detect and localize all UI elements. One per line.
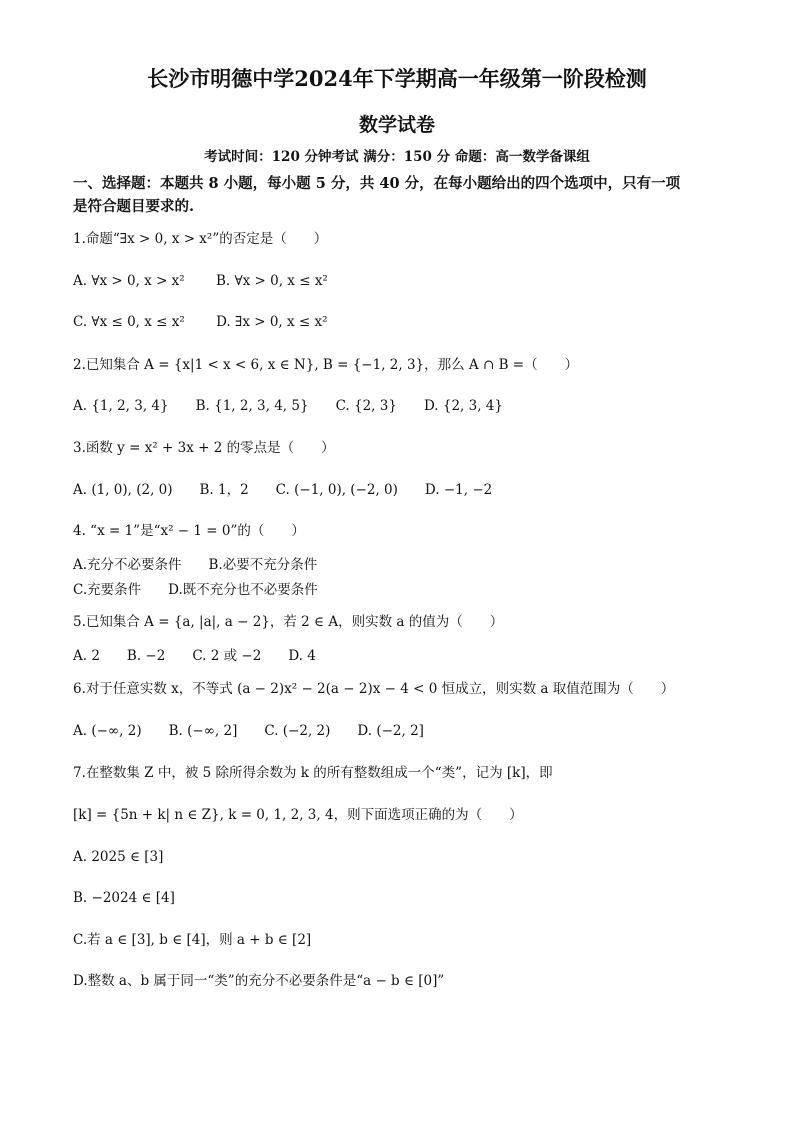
q3-stem: 3.函数 y = x² + 3x + 2 的零点是（ ） <box>73 440 335 456</box>
q2-options: A. {1, 2, 3, 4} B. {1, 2, 3, 4, 5} C. {2, 3} D. {2, 3, 4} <box>73 398 503 414</box>
q1-stem: 1.命题“∃x > 0, x > x²”的否定是（ ） <box>73 231 328 247</box>
q7-stem-definition: [k] = {5n + k| n ∈ Z}, k = 0, 1, 2, 3, 4，则下面选项正确的为（ ） <box>73 807 523 823</box>
q4-options-row2: C.充要条件 D.既不充分也不必要条件 <box>73 582 318 598</box>
section-instruction-line2: 是符合题目要求的. <box>73 198 195 215</box>
q4-stem: 4. “x = 1”是“x² − 1 = 0”的（ ） <box>73 523 305 539</box>
q5-options: A. 2 B. −2 C. 2 或 −2 D. 4 <box>73 648 316 664</box>
q7-option-a: A. 2025 ∈ [3] <box>73 849 164 865</box>
q6-stem: 6.对于任意实数 x，不等式 (a − 2)x² − 2(a − 2)x − 4 < 0 恒成立，则实数 a 取值范围为（ ） <box>73 681 675 697</box>
q1-options-row1: A. ∀x > 0, x > x² B. ∀x > 0, x ≤ x² <box>73 273 328 289</box>
exam-info: 考试时间：120 分钟考试 满分：150 分 命题：高一数学备课组 <box>204 149 590 165</box>
q5-stem: 5.已知集合 A = {a, |a|, a − 2}，若 2 ∈ A，则实数 a 的值为（ ） <box>73 614 504 630</box>
paper-subtitle: 数学试卷 <box>358 114 435 136</box>
q2-stem: 2.已知集合 A = {x|1 < x < 6, x ∈ N}, B = {−1, 2, 3}，那么 A ∩ B =（ ） <box>73 357 579 373</box>
q7-stem: 7.在整数集 Z 中，被 5 除所得余数为 k 的所有整数组成一个“类”，记为 [k]，即 <box>73 765 553 781</box>
q7-option-c: C.若 a ∈ [3], b ∈ [4]，则 a + b ∈ [2] <box>73 932 312 948</box>
q6-options: A. (−∞, 2) B. (−∞, 2] C. (−2, 2) D. (−2, 2] <box>73 723 424 739</box>
section-instruction-line1: 一、选择题：本题共 8 小题，每小题 5 分，共 40 分，在每小题给出的四个选项中，只有一项 <box>73 175 681 192</box>
q7-option-d: D.整数 a、b 属于同一“类”的充分不必要条件是“a − b ∈ [0]” <box>73 973 445 989</box>
q7-option-b: B. −2024 ∈ [4] <box>73 890 175 906</box>
q3-options: A. (1, 0), (2, 0) B. 1，2 C. (−1, 0), (−2, 0) D. −1, −2 <box>73 482 493 498</box>
q1-options-row2: C. ∀x ≤ 0, x ≤ x² D. ∃x > 0, x ≤ x² <box>73 314 328 330</box>
page-title: 长沙市明德中学2024年下学期高一年级第一阶段检测 <box>147 66 647 91</box>
q4-options-row1: A.充分不必要条件 B.必要不充分条件 <box>73 557 318 573</box>
